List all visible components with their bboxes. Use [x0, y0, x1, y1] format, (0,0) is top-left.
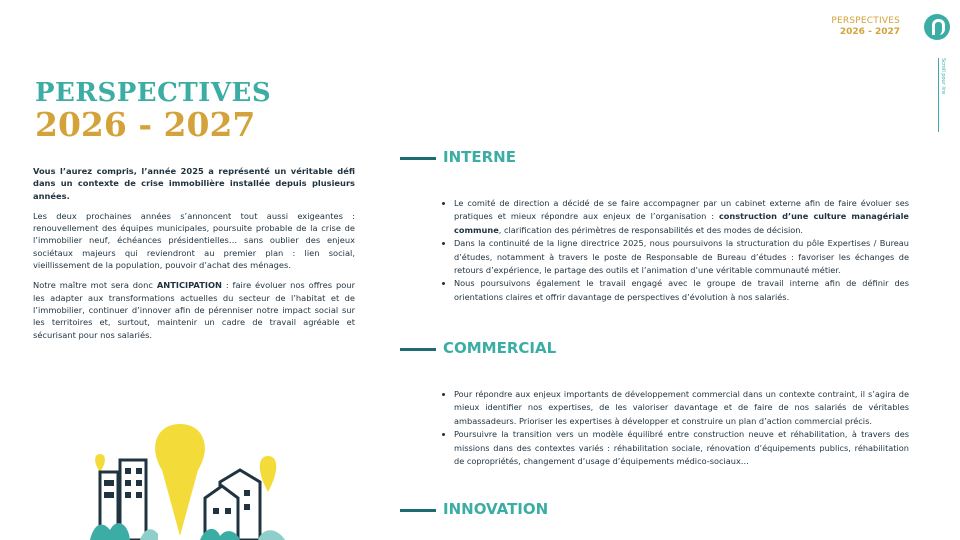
- interne-list: [440, 197, 909, 304]
- logo-icon[interactable]: [924, 14, 950, 40]
- commercial-list: [440, 388, 909, 468]
- section-rule: [400, 157, 436, 160]
- section-rule: [400, 348, 436, 351]
- list-item: • Le comité de direction a décidé de se faire accompagner par un cabinet externe afin de faire évoluer ses pratiques et mieux répondre aux enjeux de l’organisation : construction d’une culture managériale commune, clarification des périmètres de responsabilités et des modes de décision.: [454, 197, 909, 237]
- list-item: • Pour répondre aux enjeux importants de développement commercial dans un contexte contraint, il s’agira de mieux identifier nos expertises, de les valoriser davantage et de faire de nos salariés de véritables ambassadeurs. Prioriser les expertises à développer et construire un plan d’action commercial précis.: [454, 388, 909, 428]
- section-title-commercial: COMMERCIAL: [443, 339, 557, 357]
- scroll-hint: Scroll pour lire: [940, 58, 946, 95]
- page-title-line-1: PERSPECTIVES: [35, 78, 272, 108]
- intro-paragraph-3: Notre maître mot sera donc ANTICIPATION : faire évoluer nos offres pour les adapter aux transformations actuelles du secteur de l’habitat et de l’immobilier, continuer d’innover afin de pérenniser notre impact social sur les territoires et, surtout, maintenir un cadre de travail agréable et sécurisant pour nos salariés.: [33, 280, 355, 340]
- city-illustration: [80, 420, 300, 540]
- list-item: • Dans la continuité de la ligne directrice 2025, nous poursuivons la structuration du pôle Expertises / Bureau d’études, notamment à travers le poste de Responsable de Bureau d’études : favoriser les échanges de retours d’expérience, le partage des outils et l’animation d’une véritable communauté métier.: [454, 237, 909, 277]
- scroll-line: [938, 58, 939, 132]
- list-item: • Poursuivre la transition vers un modèle équilibré entre construction neuve et réhabilitation, à travers des missions dans des contextes variés : réhabilitation sociale, rénovation d’équipements publics, réhabilitation de copropriétés, changement d’usage d’équipements médico-sociaux…: [454, 428, 909, 468]
- intro-lead: Vous l’aurez compris, l’année 2025 a représenté un véritable défi dans un contexte de crise immobilière installée depuis plusieurs années.: [33, 166, 355, 201]
- section-rule: [400, 509, 436, 512]
- anticipation-keyword: ANTICIPATION: [156, 280, 222, 291]
- header-line-1: PERSPECTIVES: [831, 16, 900, 26]
- intro-text: [33, 165, 355, 349]
- page-title-line-2: 2026 - 2027: [35, 105, 256, 144]
- header-block: [831, 16, 900, 38]
- header-line-2: 2026 - 2027: [839, 27, 900, 37]
- section-title-innovation: INNOVATION: [443, 500, 549, 518]
- section-title-interne: INTERNE: [443, 148, 516, 166]
- intro-paragraph-2: Les deux prochaines années s’annoncent tout aussi exigeantes : renouvellement des équipes municipales, poursuite probable de la crise de l’immobilier neuf, échéances présidentielles… sans oublier des enjeux sociétaux majeurs qui reviendront au premier plan : lien social, vieillissement de la population, pouvoir d’achat des ménages.: [33, 210, 355, 271]
- list-item: • Nous poursuivons également le travail engagé avec le groupe de travail interne afin de définir des orientations claires et offrir davantage de perspectives d’évolution à nos salariés.: [454, 277, 909, 304]
